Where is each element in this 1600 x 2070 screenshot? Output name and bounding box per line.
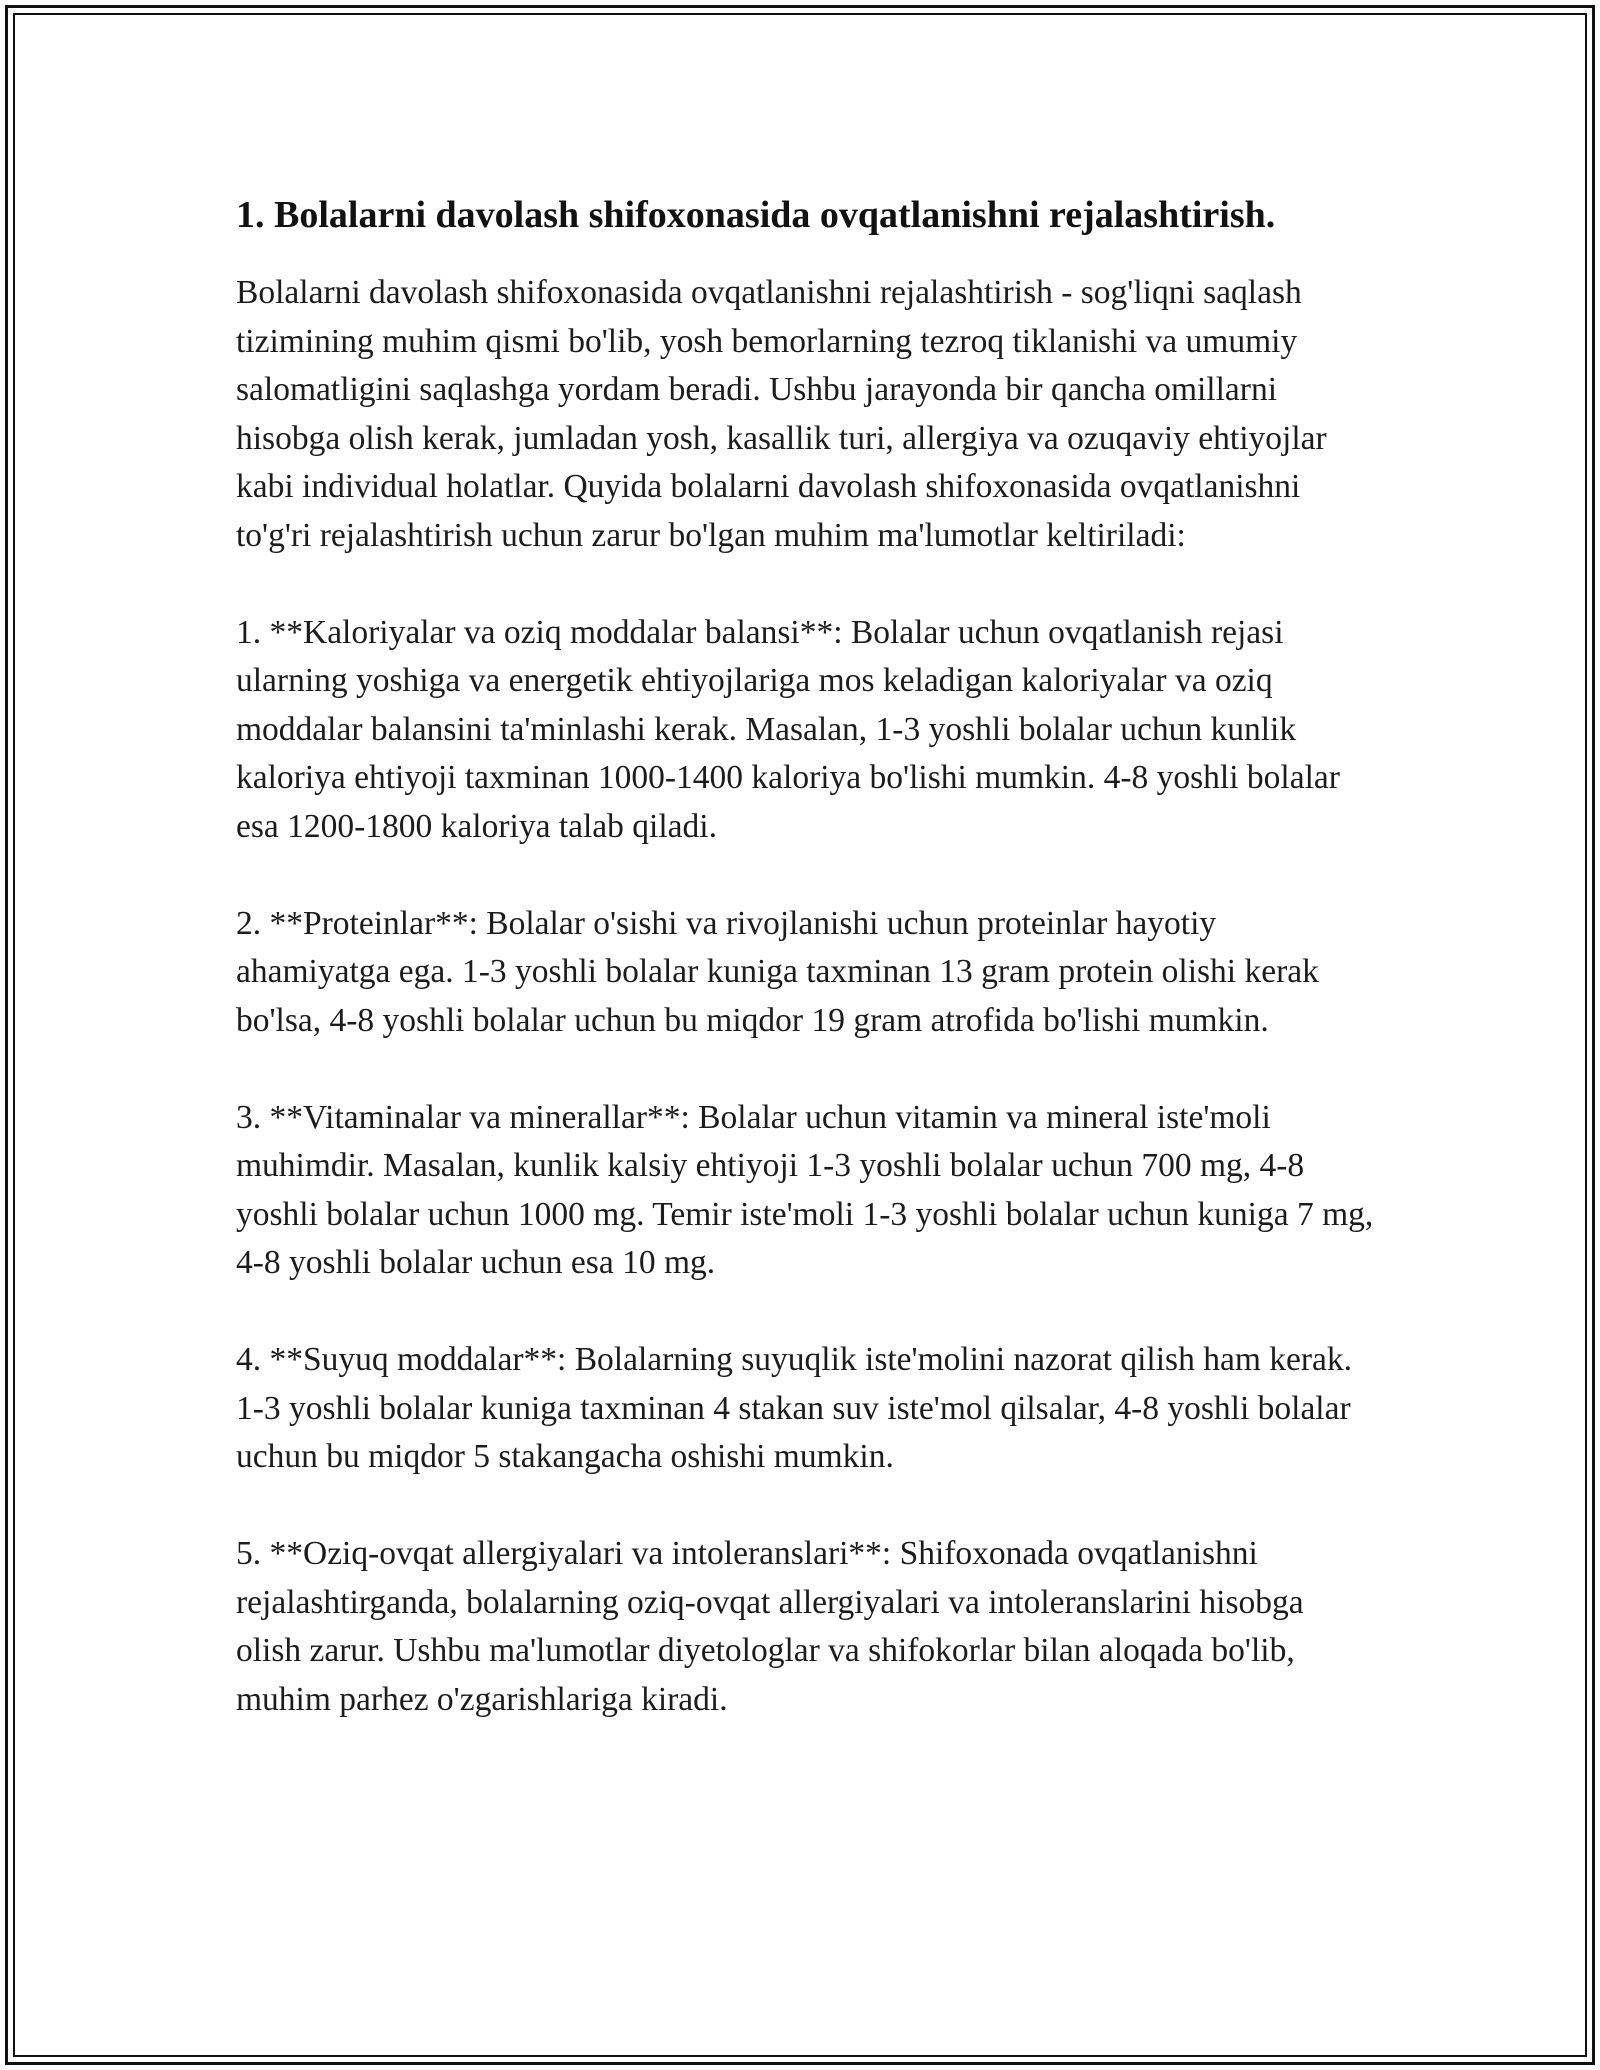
item-allergies-paragraph: 5. **Oziq-ovqat allergiyalari va intoleranslari**: Shifoxonada ovqatlanishni rejalashtirganda, bolalarning oziq-ovqat allergiyalari va intoleranslarini hisobga olish zarur. Ushbu ma'lumotlar diyetologlar va shifokorlar bilan aloqada bo'lib, muhim parhez o'zgarishlariga kiradi.: [236, 1535, 1304, 1718]
item-fluids-paragraph: 4. **Suyuq moddalar**: Bolalarning suyuqlik iste'molini nazorat qilish ham kerak. 1-3 yoshli bolalar kuniga taxminan 4 stakan suv iste'mol qilsalar, 4-8 yoshli bolalar uchun bu miqdor 5 stakangacha oshishi mumkin.: [236, 1341, 1353, 1475]
document-title: 1. Bolalarni davolash shifoxonasida ovqatlanishni rejalashtirish.: [236, 194, 1276, 236]
item-proteins-paragraph: 2. **Proteinlar**: Bolalar o'sishi va rivojlanishi uchun proteinlar hayotiy ahamiyatga ega. 1-3 yoshli bolalar kuniga taxminan 13 gram protein olishi kerak bo'lsa, 4-8 yoshli bolalar uchun bu miqdor 19 gram atrofida bo'lishi mumkin.: [236, 904, 1319, 1039]
item-vitamins-paragraph: 3. **Vitaminalar va minerallar**: Bolalar uchun vitamin va mineral iste'moli muhimdir. Masalan, kunlik kalsiy ehtiyoji 1-3 yoshli bolalar uchun 700 mg, 4-8 yoshli bolalar uchun 1000 mg. Temir iste'moli 1-3 yoshli bolalar uchun kuniga 7 mg, 4-8 yoshli bolalar uchun esa 10 mg.: [236, 1098, 1374, 1281]
intro-paragraph: Bolalarni davolash shifoxonasida ovqatlanishni rejalashtirish - sog'liqni saqlash tizimining muhim qismi bo'lib, yosh bemorlarning tezroq tiklanishi va umumiy salomatligini saqlashga yordam beradi. Ushbu jarayonda bir qancha omillarni hisobga olish kerak, jumladan yosh, kasallik turi, allergiya va ozuqaviy ehtiyojlar kabi individual holatlar. Quyida bolalarni davolash shifoxonasida ovqatlanishni to'g'ri rejalashtirish uchun zarur bo'lgan muhim ma'lumotlar keltiriladi:: [236, 274, 1327, 554]
item-calories-paragraph: 1. **Kaloriyalar va oziq moddalar balansi**: Bolalar uchun ovqatlanish rejasi ularning yoshiga va energetik ehtiyojlariga mos keladigan kaloriyalar va oziq moddalar balansini ta'minlashi kerak. Masalan, 1-3 yoshli bolalar uchun kunlik kaloriya ehtiyoji taxminan 1000-1400 kaloriya bo'lishi mumkin. 4-8 yoshli bolalar esa 1200-1800 kaloriya talab qiladi.: [236, 613, 1340, 845]
document-body: [236, 188, 1376, 1773]
